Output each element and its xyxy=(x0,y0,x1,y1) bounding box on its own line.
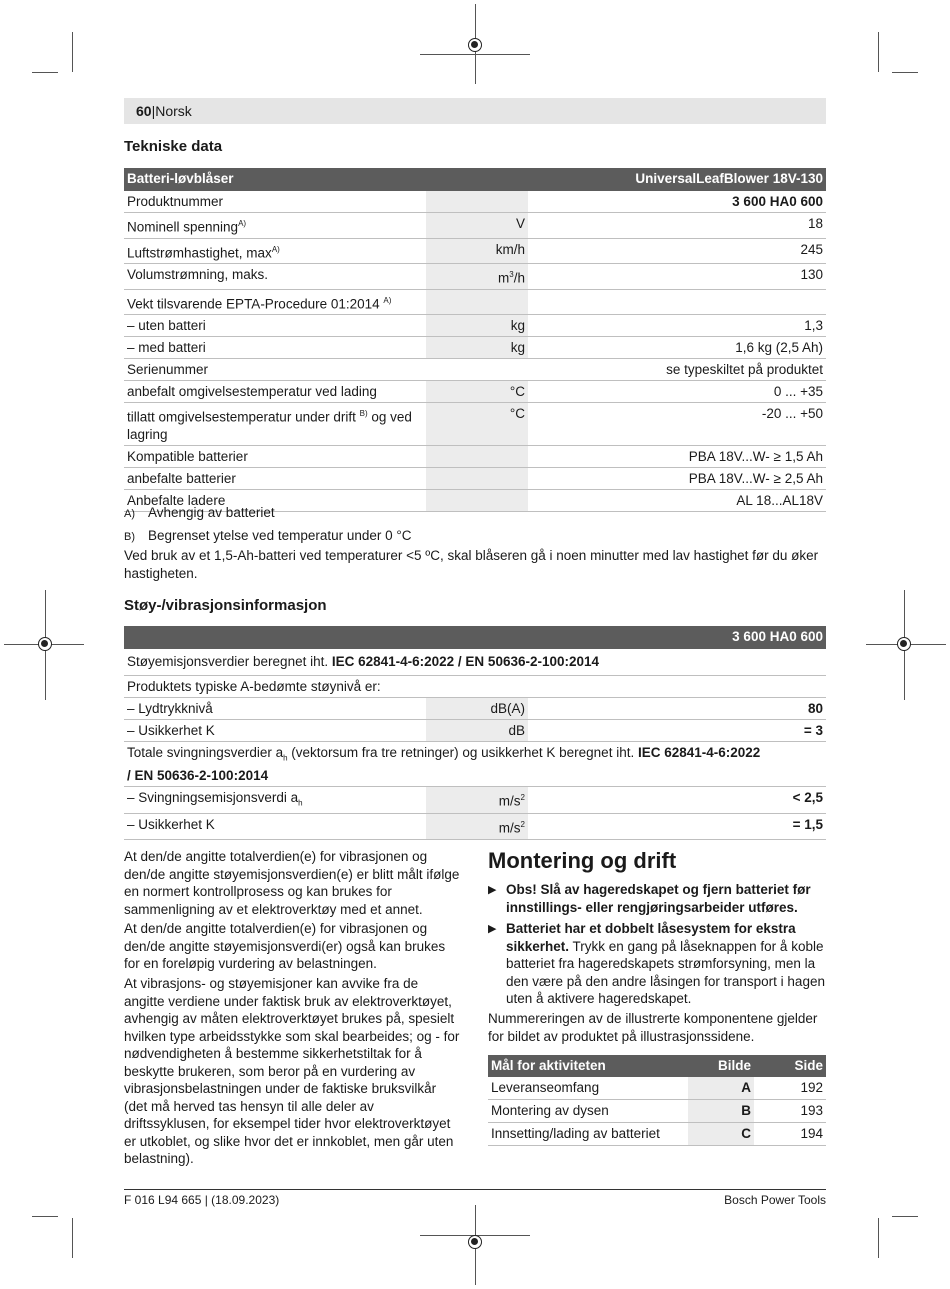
table-row: Vekt tilsvarende EPTA-Procedure 01:2014 $^{A)}$ xyxy=(124,289,826,315)
registration-mark-icon xyxy=(468,1235,482,1249)
table-row: anbefalt omgivelsestemperatur ved lading °C 0 ... +35 xyxy=(124,381,826,403)
crop-mark xyxy=(72,32,73,72)
tech-table-header xyxy=(124,168,826,191)
tech-head-right: UniversalLeafBlower 18V-130 xyxy=(528,168,826,191)
arrow-icon: ▶ xyxy=(488,884,497,896)
table-row: – Usikkerhet K dB = 3 xyxy=(124,720,826,742)
table-row: Volumstrømning, maks. $m^3/h$ 130 xyxy=(124,264,826,290)
page-number: 60 xyxy=(136,103,152,119)
table-row: Luftstrømhastighet, $\max^{A)}$ km/h 245 xyxy=(124,238,826,264)
footer-doc-id: F 016 L94 665 | (18.09.2023) xyxy=(124,1193,280,1207)
numbering-note: Nummereringen av de illustrerte komponentene gjelder for bildet av produktet på illustrasjonssidene. xyxy=(488,1011,818,1044)
registration-mark-icon xyxy=(468,38,482,52)
noise-table xyxy=(124,626,826,840)
crop-mark xyxy=(32,1216,58,1217)
crop-mark xyxy=(420,54,530,55)
footnote-a: A) Avhengig av batteriet xyxy=(124,505,275,520)
footnote-b: B) Begrenset ytelse ved temperatur under 0 °C xyxy=(124,528,412,543)
crop-mark xyxy=(892,1216,918,1217)
table-row: Produktnummer 3 600 HA0 600 xyxy=(124,191,826,213)
arrow-icon: ▶ xyxy=(488,923,497,935)
table-row: anbefalte batterier PBA 18V...W- ≥ 2,5 Ah xyxy=(124,467,826,489)
activity-table xyxy=(488,1055,826,1146)
section-title: Montering og drift xyxy=(488,848,677,873)
left-paragraph-3: At vibrasjons- og støyemisjoner kan avvike fra de angitte verdiene under faktisk bruk av elektroverktøyet, avhengig av måten elektroverktøyet brukes på, spesielt hvilken type arbeidsstykke som skal bearbeides; og - for nødvendigheten å bestemme sikkerhetstiltak for å beskytte brukeren, som beror på en vurdering av vibrasjonsbelastningen under de faktiske bruksvilkår (det må herved tas hensyn til alle deler av driftssyklusen, for eksempel tider hvor elektroverktøyet er utkoblet, og slike hvor det er innkoblet, men går uten belastning). xyxy=(124,976,460,1166)
table-row: Anbefalte ladere AL 18...AL18V xyxy=(124,489,826,511)
table-row: tillatt omgivelsestemperatur under drift $^{B)}$ og ved lagring °C -20 ... +50 xyxy=(124,403,826,446)
crop-mark xyxy=(878,1218,879,1258)
page-header xyxy=(124,98,826,124)
table-row: Serienummer se typeskiltet på produktet xyxy=(124,359,826,381)
warning-bullet: ▶ Obs! Slå av hageredskapet og fjern batteriet før innstillings- eller rengjøringsarbeider utføres. xyxy=(488,882,811,915)
activity-table-header: Mål for aktiviteten Bilde Side xyxy=(488,1055,826,1077)
battery-note: Ved bruk av et 1,5-Ah-batteri ved temperaturer <5 ºC, skal blåseren gå i noen minutter med lav hastighet før du øker hastigheten. xyxy=(124,548,819,581)
table-row: Leveranseomfang A 192 xyxy=(488,1077,826,1100)
noise-title: Støy-/vibrasjonsinformasjon xyxy=(124,597,327,614)
header-separator: | xyxy=(151,103,156,119)
table-row: – Lydtrykknivå dB(A) 80 xyxy=(124,698,826,720)
footer-brand: Bosch Power Tools xyxy=(724,1193,826,1207)
lock-bullet: ▶ Batteriet har et dobbelt låsesystem for ekstra sikkerhet. Trykk en gang på låseknappen for å koble batteriet fra hageredskapets strømforsyning, men la den være på den andre låsingen for transport i hagen uten å aktivere hageredskapet. xyxy=(488,921,825,1006)
crop-mark xyxy=(32,72,58,73)
tech-head-left: Batteri-løvblåser xyxy=(124,168,426,191)
table-row: Kompatible batterier PBA 18V...W- ≥ 1,5 Ah xyxy=(124,445,826,467)
left-paragraph-2: At den/de angitte totalverdien(e) for vibrasjonen og den/de angitte støyemisjonsverdi(er) også kan brukes for en foreløpig vurdering av belastningen. xyxy=(124,921,446,971)
left-paragraph-1: At den/de angitte totalverdien(e) for vibrasjonen og den/de angitte støyemisjonsverdien(e) er blitt målt ifølge en normert kontrollprosess og kan brukes for sammenligning av et elektroverktøy med et annet. xyxy=(124,849,460,917)
crop-mark xyxy=(892,72,918,73)
registration-mark-icon xyxy=(897,637,911,651)
table-row: – uten batteri kg 1,3 xyxy=(124,315,826,337)
table-row: – Usikkerhet K $m/s^2$ = 1,5 xyxy=(124,814,826,840)
table-row: – med batteri kg 1,6 kg (2,5 Ah) xyxy=(124,337,826,359)
table-row: – Svingningsemisjonsverdi $a_h$ $m/s^2$ < 2,5 xyxy=(124,786,826,814)
registration-mark-icon xyxy=(38,637,52,651)
crop-mark xyxy=(878,32,879,72)
page-footer xyxy=(124,1189,826,1207)
table-row: Støyemisjonsverdier beregnet iht. IEC 62841-4-6:2022 / EN 50636-2-100:2014 xyxy=(124,649,826,676)
table-row: Montering av dysen B 193 xyxy=(488,1100,826,1123)
tech-data-title: Tekniske data xyxy=(124,138,223,155)
tech-data-table xyxy=(124,168,826,512)
table-row: Nominell spenning$^{A)}$ V 18 xyxy=(124,213,826,239)
table-row: Totale svingningsverdier $a_h$ (vektorsum fra tre retninger) og usikkerhet K beregnet iht. IEC 62841-4-6:2022 / EN 50636-2-100:2014 xyxy=(124,742,826,787)
noise-head-right: 3 600 HA0 600 xyxy=(528,626,826,649)
table-row: Produktets typiske A-bedømte støynivå er: xyxy=(124,676,826,698)
table-row: Innsetting/lading av batteriet C 194 xyxy=(488,1123,826,1146)
header-language: Norsk xyxy=(155,103,192,119)
crop-mark xyxy=(72,1218,73,1258)
noise-table-header xyxy=(124,626,826,649)
